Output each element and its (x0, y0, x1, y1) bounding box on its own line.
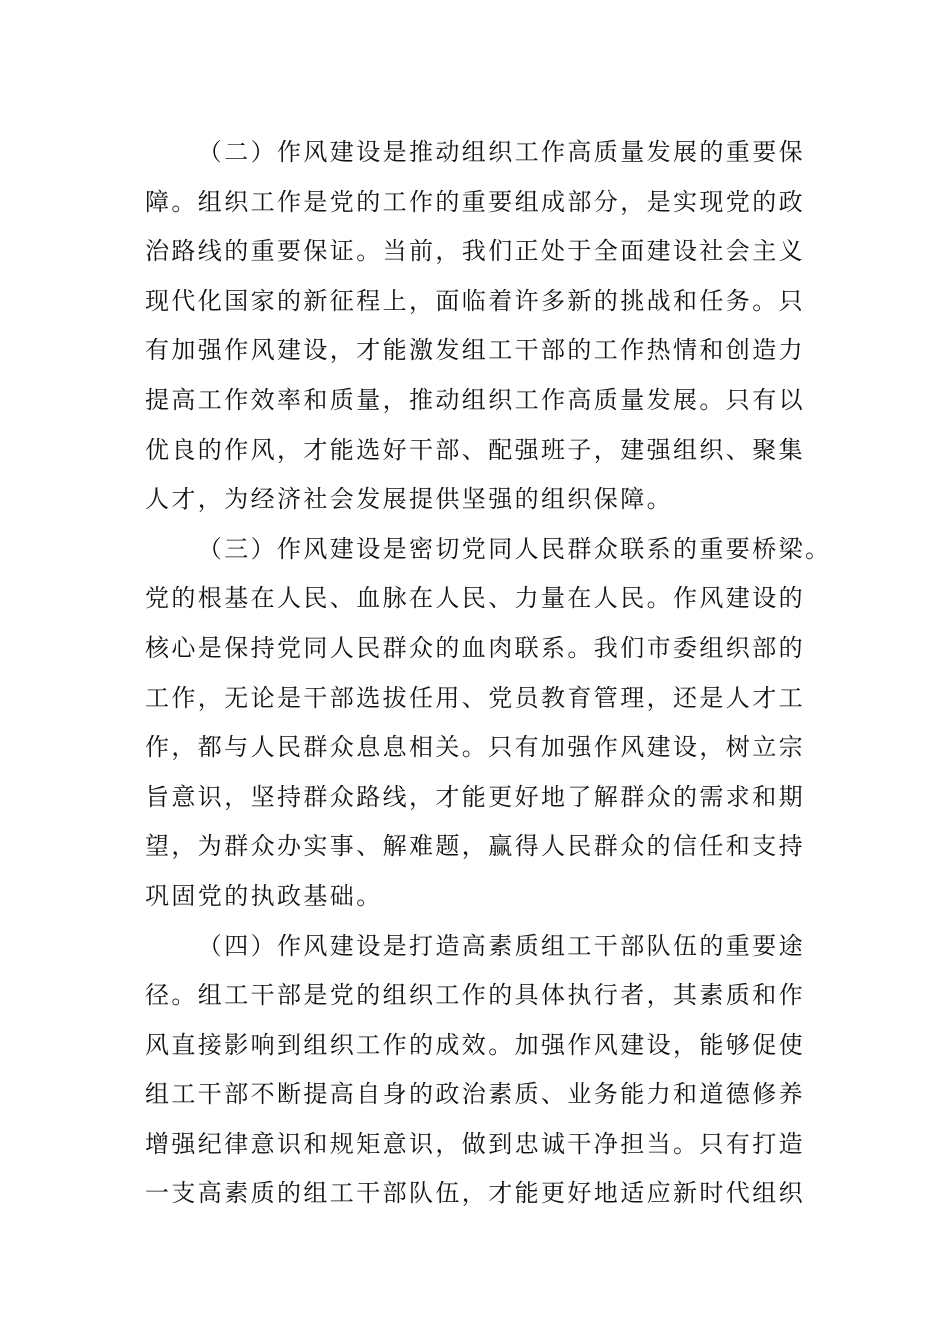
paragraph-line: 风直接影响到组织工作的成效。加强作风建设，能够促使 (145, 1030, 805, 1059)
paragraph-line: 现代化国家的新征程上，面临着许多新的挑战和任务。只 (145, 286, 805, 315)
paragraph-line: 治路线的重要保证。当前，我们正处于全面建设社会主义 (145, 237, 805, 266)
paragraph-line: 提高工作效率和质量，推动组织工作高质量发展。只有以 (145, 385, 805, 414)
paragraph-line: 作，都与人民群众息息相关。只有加强作风建设，树立宗 (145, 733, 805, 762)
document-body (145, 128, 845, 1219)
paragraph-section-3 (145, 525, 845, 922)
paragraph-line: 党的根基在人民、血脉在人民、力量在人民。作风建设的 (145, 584, 805, 613)
paragraph-line: 增强纪律意识和规矩意识，做到忠诚干净担当。只有打造 (145, 1129, 805, 1158)
paragraph-line: 巩固党的执政基础。 (145, 881, 383, 910)
paragraph-line: 径。组工干部是党的组织工作的具体执行者，其素质和作 (145, 981, 805, 1010)
paragraph-line: 组工干部不断提高自身的政治素质、业务能力和道德修养 (145, 1080, 805, 1109)
paragraph-section-4 (145, 922, 845, 1220)
paragraph-line: 人才，为经济社会发展提供坚强的组织保障。 (145, 485, 673, 514)
paragraph-line: 旨意识，坚持群众路线，才能更好地了解群众的需求和期 (145, 782, 805, 811)
paragraph-line: 优良的作风，才能选好干部、配强班子，建强组织、聚集 (145, 435, 805, 464)
paragraph-section-2 (145, 128, 845, 525)
paragraph-line: （四）作风建设是打造高素质组工干部队伍的重要途 (197, 931, 805, 960)
paragraph-line: （二）作风建设是推动组织工作高质量发展的重要保 (197, 138, 805, 166)
paragraph-line: 障。组织工作是党的工作的重要组成部分，是实现党的政 (145, 187, 805, 216)
paragraph-line: 一支高素质的组工干部队伍，才能更好地适应新时代组织 (145, 1179, 805, 1208)
paragraph-line: 核心是保持党同人民群众的血肉联系。我们市委组织部的 (145, 633, 805, 662)
paragraph-line: （三）作风建设是密切党同人民群众联系的重要桥梁。 (197, 534, 832, 563)
paragraph-line: 有加强作风建设，才能激发组工干部的工作热情和创造力 (145, 336, 805, 365)
paragraph-line: 望，为群众办实事、解难题，赢得人民群众的信任和支持 (145, 832, 805, 861)
paragraph-line: 工作，无论是干部选拔任用、党员教育管理，还是人才工 (145, 683, 805, 712)
